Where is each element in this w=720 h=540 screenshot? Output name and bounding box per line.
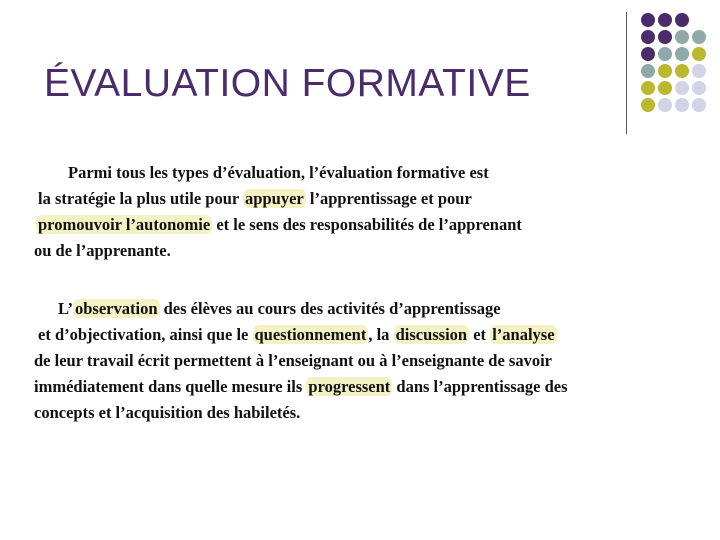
decorative-dot [641, 64, 655, 78]
text: et [469, 325, 491, 344]
text: dans l’apprentissage des [392, 377, 568, 396]
highlight-questionnement: questionnement [254, 325, 367, 344]
paragraph-2-line-1 [34, 296, 568, 322]
decorative-dot [692, 47, 706, 61]
decorative-dot [641, 47, 655, 61]
decorative-dot [658, 98, 672, 112]
text: et d’objectivation, ainsi que le [38, 325, 253, 344]
paragraph-1-line-1 [34, 160, 522, 186]
text: ou de l’apprenante. [34, 241, 171, 260]
text: , la [368, 325, 394, 344]
decorative-dot [658, 47, 672, 61]
paragraph-2-line-3 [34, 348, 568, 374]
decorative-dot [675, 81, 689, 95]
text: L’ [58, 299, 73, 318]
paragraph-formative-evaluation [34, 160, 522, 264]
text: immédiatement dans quelle mesure ils [34, 377, 307, 396]
decorative-dot [641, 81, 655, 95]
decorative-dot [675, 64, 689, 78]
decorative-dot [658, 30, 672, 44]
paragraph-2-line-2 [34, 322, 568, 348]
text: de leur travail écrit permettent à l’enseignant ou à l’enseignante de savoir [34, 351, 552, 370]
decorative-dot [675, 13, 689, 27]
highlight-discussion: discussion [395, 325, 468, 344]
text: l’apprentissage et pour [305, 189, 472, 208]
paragraph-2-line-5 [34, 400, 568, 426]
highlight-appuyer: appuyer [245, 189, 304, 208]
slide-title: ÉVALUATION FORMATIVE [44, 62, 531, 105]
decorative-dot [675, 98, 689, 112]
decorative-dot [658, 81, 672, 95]
paragraph-1-line-2 [34, 186, 522, 212]
paragraph-1-line-4 [34, 238, 522, 264]
decorative-dot [658, 64, 672, 78]
decorative-dot [675, 47, 689, 61]
text: des élèves au cours des activités d’apprentissage [159, 299, 501, 318]
decorative-dot [692, 81, 706, 95]
decorative-dot [641, 98, 655, 112]
text: Parmi tous les types d’évaluation, l’évaluation formative est [68, 163, 489, 182]
paragraph-observation [34, 296, 568, 426]
decorative-dot [641, 30, 655, 44]
text: et le sens des responsabilités de l’apprenant [212, 215, 522, 234]
highlight-observation: observation [75, 299, 158, 318]
decorative-dot [675, 30, 689, 44]
decorative-dot [692, 98, 706, 112]
paragraph-1-line-3 [34, 212, 522, 238]
text: concepts et l’acquisition des habiletés. [34, 403, 301, 422]
decorative-dot [658, 13, 672, 27]
highlight-analyse: l’analyse [492, 325, 555, 344]
decorative-dot [641, 13, 655, 27]
paragraph-2-line-4 [34, 374, 568, 400]
decorative-dot [692, 30, 706, 44]
text: la stratégie la plus utile pour [38, 189, 244, 208]
title-divider-line [626, 12, 627, 134]
highlight-progressent: progressent [308, 377, 391, 396]
highlight-promouvoir-autonomie: promouvoir l’autonomie [38, 215, 211, 234]
decorative-dot [692, 64, 706, 78]
